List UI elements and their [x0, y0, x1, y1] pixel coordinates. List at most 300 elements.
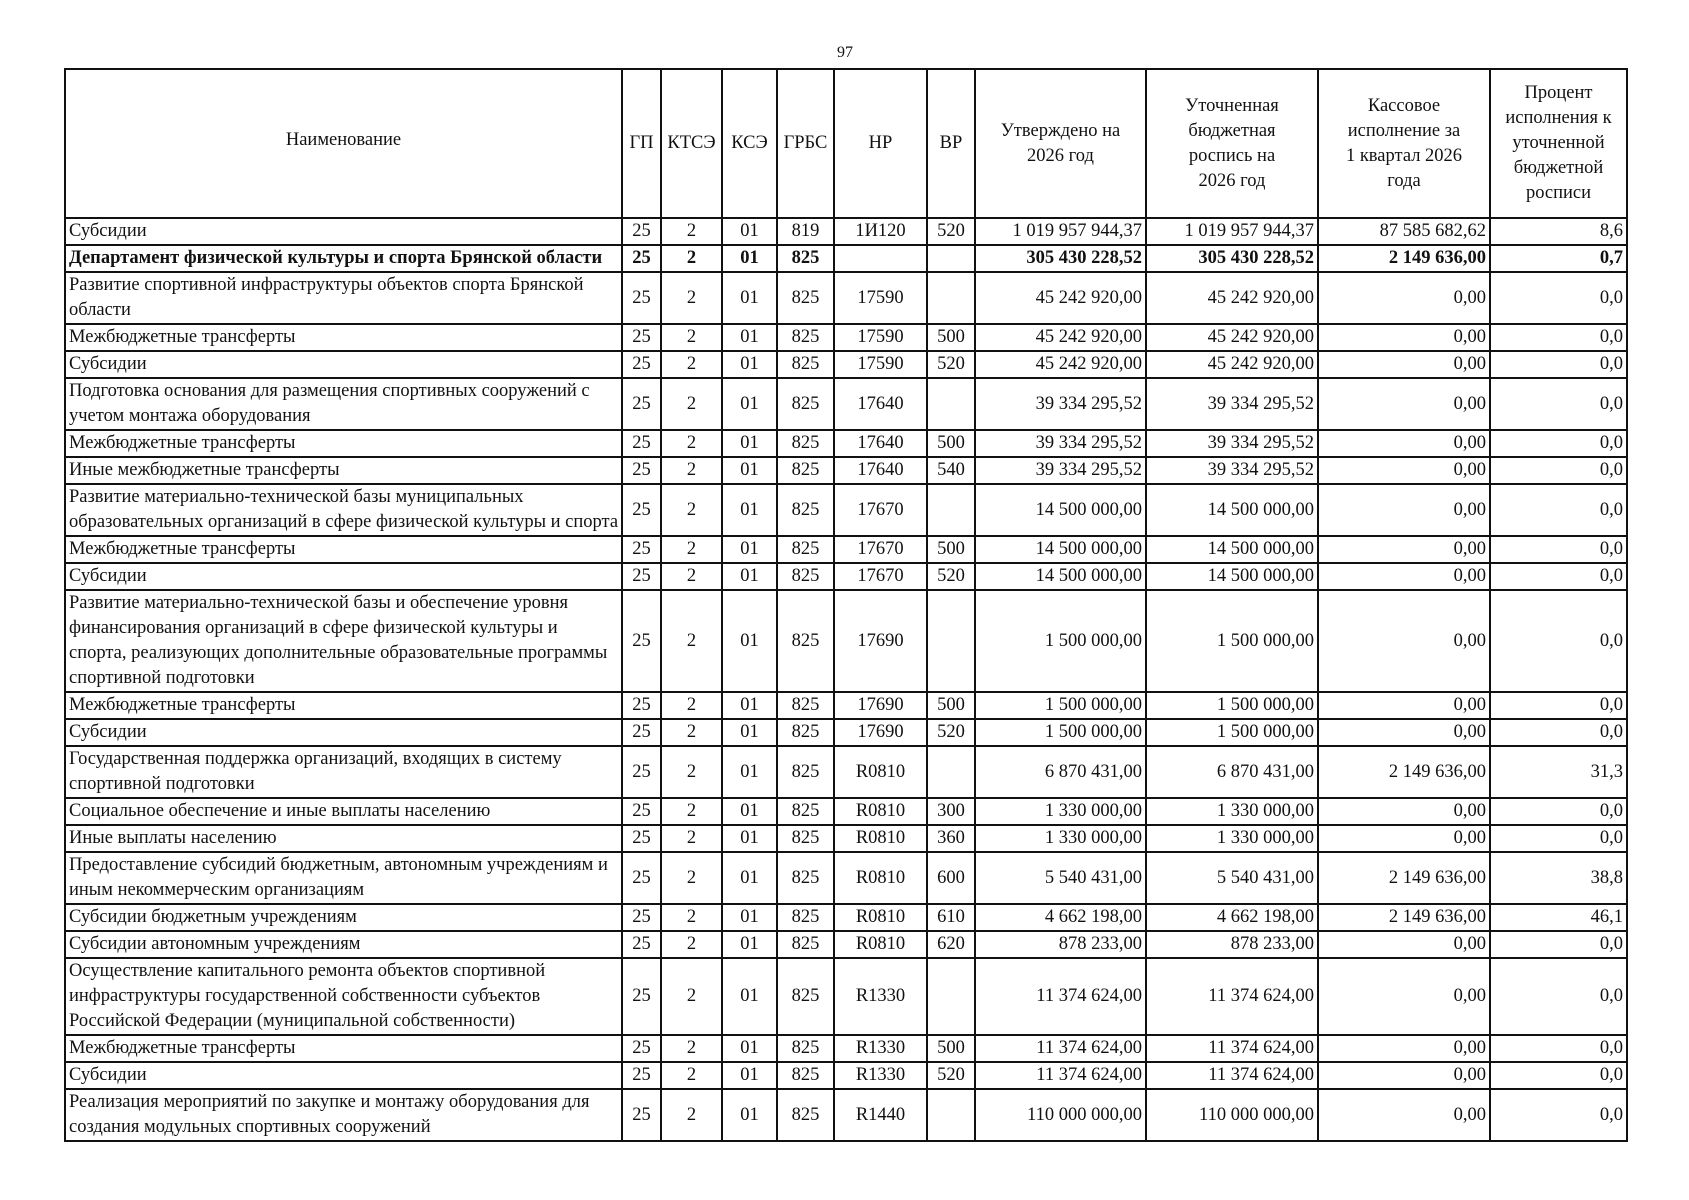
- cell-refined: 1 330 000,00: [1146, 825, 1318, 852]
- header-row: [65, 69, 1627, 218]
- cell-gp: 25: [622, 218, 661, 245]
- cell-refined: 4 662 198,00: [1146, 904, 1318, 931]
- cell-vr: 520: [927, 563, 975, 590]
- cell-percent: 31,3: [1490, 746, 1627, 798]
- cell-grbs: 825: [777, 904, 834, 931]
- cell-cash: 0,00: [1318, 378, 1490, 430]
- cell-name: Иные межбюджетные трансферты: [65, 457, 622, 484]
- cell-kse: 01: [722, 245, 777, 272]
- cell-kse: 01: [722, 324, 777, 351]
- table-row: [65, 746, 1627, 798]
- cell-name: Межбюджетные трансферты: [65, 536, 622, 563]
- cell-vr: 360: [927, 825, 975, 852]
- cell-grbs: 825: [777, 958, 834, 1035]
- col-header-ktse: КТСЭ: [661, 69, 722, 218]
- table-row: [65, 536, 1627, 563]
- cell-kse: 01: [722, 536, 777, 563]
- table-row: [65, 904, 1627, 931]
- cell-kse: 01: [722, 852, 777, 904]
- cell-grbs: 825: [777, 1089, 834, 1141]
- cell-gp: 25: [622, 590, 661, 692]
- cell-vr: 500: [927, 430, 975, 457]
- cell-grbs: 825: [777, 536, 834, 563]
- cell-name: Межбюджетные трансферты: [65, 430, 622, 457]
- table-row: [65, 272, 1627, 324]
- cell-vr: [927, 484, 975, 536]
- cell-approved: 45 242 920,00: [975, 324, 1146, 351]
- cell-gp: 25: [622, 378, 661, 430]
- cell-cash: 0,00: [1318, 351, 1490, 378]
- cell-cash: 0,00: [1318, 1035, 1490, 1062]
- cell-vr: 540: [927, 457, 975, 484]
- cell-nr: R0810: [834, 746, 927, 798]
- cell-ktse: 2: [661, 852, 722, 904]
- cell-ktse: 2: [661, 457, 722, 484]
- col-header-kse: КСЭ: [722, 69, 777, 218]
- cell-kse: 01: [722, 590, 777, 692]
- table-row: [65, 798, 1627, 825]
- cell-refined: 1 330 000,00: [1146, 798, 1318, 825]
- cell-nr: R0810: [834, 798, 927, 825]
- cell-kse: 01: [722, 931, 777, 958]
- cell-grbs: 825: [777, 931, 834, 958]
- cell-nr: 17590: [834, 272, 927, 324]
- cell-grbs: 825: [777, 457, 834, 484]
- cell-refined: 14 500 000,00: [1146, 536, 1318, 563]
- cell-gp: 25: [622, 324, 661, 351]
- cell-refined: 11 374 624,00: [1146, 1035, 1318, 1062]
- cell-cash: 0,00: [1318, 457, 1490, 484]
- cell-name: Реализация мероприятий по закупке и монтажу оборудования для создания модульных спортивных сооружений: [65, 1089, 622, 1141]
- cell-approved: 1 330 000,00: [975, 798, 1146, 825]
- cell-grbs: 825: [777, 798, 834, 825]
- cell-name: Межбюджетные трансферты: [65, 692, 622, 719]
- cell-gp: 25: [622, 746, 661, 798]
- cell-percent: 8,6: [1490, 218, 1627, 245]
- cell-percent: 46,1: [1490, 904, 1627, 931]
- cell-percent: 0,0: [1490, 958, 1627, 1035]
- cell-cash: 2 149 636,00: [1318, 245, 1490, 272]
- table-row: [65, 378, 1627, 430]
- cell-percent: 0,0: [1490, 536, 1627, 563]
- cell-approved: 878 233,00: [975, 931, 1146, 958]
- cell-vr: 500: [927, 536, 975, 563]
- cell-ktse: 2: [661, 746, 722, 798]
- cell-nr: R0810: [834, 825, 927, 852]
- table-row: [65, 692, 1627, 719]
- cell-percent: 0,0: [1490, 1062, 1627, 1089]
- table-row: [65, 430, 1627, 457]
- cell-gp: 25: [622, 272, 661, 324]
- cell-refined: 45 242 920,00: [1146, 272, 1318, 324]
- cell-cash: 2 149 636,00: [1318, 746, 1490, 798]
- cell-grbs: 825: [777, 825, 834, 852]
- cell-nr: 17670: [834, 536, 927, 563]
- cell-name: Развитие материально-технической базы муниципальных образовательных организаций в сфере физической культуры и спорта: [65, 484, 622, 536]
- cell-gp: 25: [622, 692, 661, 719]
- cell-vr: 520: [927, 1062, 975, 1089]
- cell-name: Развитие материально-технической базы и обеспечение уровня финансирования организаций в сфере физической культуры и спорта, реализующих дополнительные образовательные программы спортивной подготовки: [65, 590, 622, 692]
- cell-refined: 39 334 295,52: [1146, 430, 1318, 457]
- cell-vr: 620: [927, 931, 975, 958]
- cell-vr: 600: [927, 852, 975, 904]
- table-row: [65, 218, 1627, 245]
- cell-nr: 17670: [834, 484, 927, 536]
- cell-approved: 11 374 624,00: [975, 1062, 1146, 1089]
- cell-refined: 14 500 000,00: [1146, 563, 1318, 590]
- cell-name: Государственная поддержка организаций, входящих в систему спортивной подготовки: [65, 746, 622, 798]
- cell-gp: 25: [622, 931, 661, 958]
- cell-vr: [927, 746, 975, 798]
- cell-vr: [927, 1089, 975, 1141]
- cell-ktse: 2: [661, 798, 722, 825]
- cell-nr: 17690: [834, 590, 927, 692]
- cell-refined: 39 334 295,52: [1146, 378, 1318, 430]
- cell-grbs: 819: [777, 218, 834, 245]
- cell-grbs: 825: [777, 272, 834, 324]
- cell-approved: 5 540 431,00: [975, 852, 1146, 904]
- cell-grbs: 825: [777, 1062, 834, 1089]
- cell-percent: 0,0: [1490, 825, 1627, 852]
- cell-refined: 11 374 624,00: [1146, 1062, 1318, 1089]
- cell-percent: 0,7: [1490, 245, 1627, 272]
- cell-ktse: 2: [661, 324, 722, 351]
- cell-gp: 25: [622, 825, 661, 852]
- cell-gp: 25: [622, 904, 661, 931]
- table-row: [65, 1062, 1627, 1089]
- cell-kse: 01: [722, 719, 777, 746]
- cell-kse: 01: [722, 378, 777, 430]
- cell-grbs: 825: [777, 692, 834, 719]
- cell-vr: 300: [927, 798, 975, 825]
- cell-percent: 0,0: [1490, 378, 1627, 430]
- cell-refined: 39 334 295,52: [1146, 457, 1318, 484]
- table-header: [65, 69, 1627, 218]
- cell-ktse: 2: [661, 484, 722, 536]
- cell-ktse: 2: [661, 272, 722, 324]
- col-header-percent: Процент исполнения к уточненной бюджетной росписи: [1490, 69, 1627, 218]
- table-row: [65, 931, 1627, 958]
- cell-kse: 01: [722, 1062, 777, 1089]
- table-body: [65, 218, 1627, 1141]
- cell-ktse: 2: [661, 958, 722, 1035]
- cell-vr: 500: [927, 1035, 975, 1062]
- cell-percent: 0,0: [1490, 324, 1627, 351]
- cell-cash: 0,00: [1318, 484, 1490, 536]
- cell-nr: R0810: [834, 904, 927, 931]
- cell-ktse: 2: [661, 1089, 722, 1141]
- table-row: [65, 1089, 1627, 1141]
- cell-gp: 25: [622, 536, 661, 563]
- cell-kse: 01: [722, 746, 777, 798]
- cell-name: Межбюджетные трансферты: [65, 324, 622, 351]
- cell-kse: 01: [722, 825, 777, 852]
- cell-cash: 0,00: [1318, 1062, 1490, 1089]
- cell-grbs: 825: [777, 351, 834, 378]
- cell-ktse: 2: [661, 1035, 722, 1062]
- cell-nr: 17590: [834, 351, 927, 378]
- cell-ktse: 2: [661, 218, 722, 245]
- cell-cash: 2 149 636,00: [1318, 852, 1490, 904]
- col-header-gp: ГП: [622, 69, 661, 218]
- cell-cash: 87 585 682,62: [1318, 218, 1490, 245]
- col-header-cash: Кассовое исполнение за 1 квартал 2026 года: [1318, 69, 1490, 218]
- cell-nr: R1330: [834, 1062, 927, 1089]
- table-row: [65, 852, 1627, 904]
- cell-approved: 1 500 000,00: [975, 590, 1146, 692]
- cell-percent: 0,0: [1490, 798, 1627, 825]
- cell-ktse: 2: [661, 692, 722, 719]
- cell-name: Субсидии: [65, 218, 622, 245]
- cell-cash: 0,00: [1318, 324, 1490, 351]
- cell-vr: [927, 958, 975, 1035]
- cell-nr: R0810: [834, 852, 927, 904]
- cell-refined: 110 000 000,00: [1146, 1089, 1318, 1141]
- col-header-approved: Утверждено на 2026 год: [975, 69, 1146, 218]
- cell-cash: 0,00: [1318, 798, 1490, 825]
- cell-grbs: 825: [777, 746, 834, 798]
- cell-ktse: 2: [661, 351, 722, 378]
- cell-kse: 01: [722, 272, 777, 324]
- cell-ktse: 2: [661, 825, 722, 852]
- cell-approved: 1 500 000,00: [975, 719, 1146, 746]
- cell-approved: 1 500 000,00: [975, 692, 1146, 719]
- cell-percent: 0,0: [1490, 590, 1627, 692]
- cell-ktse: 2: [661, 430, 722, 457]
- cell-vr: 520: [927, 719, 975, 746]
- cell-nr: 17670: [834, 563, 927, 590]
- cell-cash: 2 149 636,00: [1318, 904, 1490, 931]
- cell-nr: 1И120: [834, 218, 927, 245]
- cell-refined: 305 430 228,52: [1146, 245, 1318, 272]
- cell-grbs: 825: [777, 852, 834, 904]
- cell-name: Развитие спортивной инфраструктуры объектов спорта Брянской области: [65, 272, 622, 324]
- cell-approved: 11 374 624,00: [975, 958, 1146, 1035]
- cell-grbs: 825: [777, 563, 834, 590]
- cell-gp: 25: [622, 852, 661, 904]
- cell-refined: 11 374 624,00: [1146, 958, 1318, 1035]
- cell-approved: 11 374 624,00: [975, 1035, 1146, 1062]
- cell-percent: 0,0: [1490, 272, 1627, 324]
- col-header-grbs: ГРБС: [777, 69, 834, 218]
- cell-cash: 0,00: [1318, 1089, 1490, 1141]
- cell-vr: [927, 272, 975, 324]
- cell-nr: 17590: [834, 324, 927, 351]
- cell-percent: 0,0: [1490, 430, 1627, 457]
- cell-cash: 0,00: [1318, 272, 1490, 324]
- cell-approved: 110 000 000,00: [975, 1089, 1146, 1141]
- cell-nr: 17640: [834, 457, 927, 484]
- cell-approved: 14 500 000,00: [975, 536, 1146, 563]
- cell-gp: 25: [622, 1089, 661, 1141]
- cell-vr: 500: [927, 324, 975, 351]
- cell-name: Субсидии автономным учреждениям: [65, 931, 622, 958]
- cell-ktse: 2: [661, 563, 722, 590]
- table-row: [65, 1035, 1627, 1062]
- table-row: [65, 719, 1627, 746]
- cell-name: Субсидии: [65, 563, 622, 590]
- cell-approved: 6 870 431,00: [975, 746, 1146, 798]
- cell-vr: 520: [927, 351, 975, 378]
- cell-name: Субсидии: [65, 719, 622, 746]
- cell-percent: 0,0: [1490, 484, 1627, 536]
- cell-gp: 25: [622, 798, 661, 825]
- cell-grbs: 825: [777, 1035, 834, 1062]
- cell-nr: [834, 245, 927, 272]
- cell-cash: 0,00: [1318, 719, 1490, 746]
- cell-gp: 25: [622, 958, 661, 1035]
- cell-kse: 01: [722, 692, 777, 719]
- cell-name: Субсидии бюджетным учреждениям: [65, 904, 622, 931]
- cell-vr: 610: [927, 904, 975, 931]
- cell-cash: 0,00: [1318, 931, 1490, 958]
- table-row: [65, 590, 1627, 692]
- cell-vr: 520: [927, 218, 975, 245]
- table-row: [65, 958, 1627, 1035]
- cell-nr: R1440: [834, 1089, 927, 1141]
- cell-percent: 0,0: [1490, 1035, 1627, 1062]
- cell-kse: 01: [722, 904, 777, 931]
- cell-cash: 0,00: [1318, 590, 1490, 692]
- cell-refined: 878 233,00: [1146, 931, 1318, 958]
- cell-cash: 0,00: [1318, 958, 1490, 1035]
- cell-name: Субсидии: [65, 351, 622, 378]
- cell-kse: 01: [722, 563, 777, 590]
- cell-approved: 14 500 000,00: [975, 484, 1146, 536]
- cell-ktse: 2: [661, 590, 722, 692]
- cell-name: Подготовка основания для размещения спортивных сооружений с учетом монтажа оборудования: [65, 378, 622, 430]
- cell-cash: 0,00: [1318, 536, 1490, 563]
- col-header-name: Наименование: [65, 69, 622, 218]
- cell-nr: R1330: [834, 1035, 927, 1062]
- cell-grbs: 825: [777, 378, 834, 430]
- col-header-nr: НР: [834, 69, 927, 218]
- cell-name: Предоставление субсидий бюджетным, автономным учреждениям и иным некоммерческим организациям: [65, 852, 622, 904]
- cell-kse: 01: [722, 958, 777, 1035]
- cell-ktse: 2: [661, 904, 722, 931]
- cell-grbs: 825: [777, 430, 834, 457]
- cell-gp: 25: [622, 430, 661, 457]
- cell-percent: 0,0: [1490, 457, 1627, 484]
- cell-kse: 01: [722, 484, 777, 536]
- cell-refined: 1 500 000,00: [1146, 719, 1318, 746]
- cell-gp: 25: [622, 719, 661, 746]
- cell-vr: [927, 245, 975, 272]
- cell-ktse: 2: [661, 245, 722, 272]
- cell-ktse: 2: [661, 931, 722, 958]
- cell-nr: 17640: [834, 378, 927, 430]
- cell-nr: 17690: [834, 692, 927, 719]
- cell-name: Департамент физической культуры и спорта Брянской области: [65, 245, 622, 272]
- table-row: [65, 825, 1627, 852]
- table-row: [65, 245, 1627, 272]
- cell-vr: 500: [927, 692, 975, 719]
- cell-grbs: 825: [777, 324, 834, 351]
- cell-name: Социальное обеспечение и иные выплаты населению: [65, 798, 622, 825]
- cell-ktse: 2: [661, 536, 722, 563]
- cell-refined: 45 242 920,00: [1146, 324, 1318, 351]
- cell-kse: 01: [722, 798, 777, 825]
- cell-nr: R1330: [834, 958, 927, 1035]
- cell-refined: 1 019 957 944,37: [1146, 218, 1318, 245]
- cell-kse: 01: [722, 1089, 777, 1141]
- cell-ktse: 2: [661, 1062, 722, 1089]
- cell-percent: 0,0: [1490, 563, 1627, 590]
- cell-gp: 25: [622, 351, 661, 378]
- cell-name: Иные выплаты населению: [65, 825, 622, 852]
- cell-ktse: 2: [661, 378, 722, 430]
- table-row: [65, 484, 1627, 536]
- cell-grbs: 825: [777, 719, 834, 746]
- cell-gp: 25: [622, 1062, 661, 1089]
- cell-nr: R0810: [834, 931, 927, 958]
- cell-gp: 25: [622, 245, 661, 272]
- cell-vr: [927, 378, 975, 430]
- cell-gp: 25: [622, 484, 661, 536]
- cell-approved: 45 242 920,00: [975, 351, 1146, 378]
- cell-nr: 17690: [834, 719, 927, 746]
- cell-refined: 45 242 920,00: [1146, 351, 1318, 378]
- cell-kse: 01: [722, 351, 777, 378]
- page-number: 97: [837, 44, 853, 61]
- table-row: [65, 324, 1627, 351]
- cell-cash: 0,00: [1318, 563, 1490, 590]
- cell-refined: 1 500 000,00: [1146, 692, 1318, 719]
- cell-approved: 1 019 957 944,37: [975, 218, 1146, 245]
- budget-table: [64, 68, 1628, 1142]
- cell-approved: 4 662 198,00: [975, 904, 1146, 931]
- cell-nr: 17640: [834, 430, 927, 457]
- cell-percent: 38,8: [1490, 852, 1627, 904]
- cell-approved: 39 334 295,52: [975, 430, 1146, 457]
- cell-cash: 0,00: [1318, 430, 1490, 457]
- cell-approved: 305 430 228,52: [975, 245, 1146, 272]
- cell-percent: 0,0: [1490, 351, 1627, 378]
- cell-name: Субсидии: [65, 1062, 622, 1089]
- cell-name: Межбюджетные трансферты: [65, 1035, 622, 1062]
- cell-kse: 01: [722, 218, 777, 245]
- cell-refined: 1 500 000,00: [1146, 590, 1318, 692]
- cell-approved: 39 334 295,52: [975, 457, 1146, 484]
- cell-grbs: 825: [777, 484, 834, 536]
- cell-percent: 0,0: [1490, 931, 1627, 958]
- cell-cash: 0,00: [1318, 692, 1490, 719]
- cell-name: Осуществление капитального ремонта объектов спортивной инфраструктуры государственной собственности субъектов Российской Федерации (муниципальной собственности): [65, 958, 622, 1035]
- cell-kse: 01: [722, 1035, 777, 1062]
- cell-refined: 5 540 431,00: [1146, 852, 1318, 904]
- cell-approved: 39 334 295,52: [975, 378, 1146, 430]
- cell-percent: 0,0: [1490, 1089, 1627, 1141]
- table-row: [65, 457, 1627, 484]
- cell-percent: 0,0: [1490, 719, 1627, 746]
- cell-approved: 45 242 920,00: [975, 272, 1146, 324]
- col-header-refined: Уточненная бюджетная роспись на 2026 год: [1146, 69, 1318, 218]
- cell-refined: 14 500 000,00: [1146, 484, 1318, 536]
- cell-grbs: 825: [777, 245, 834, 272]
- cell-refined: 6 870 431,00: [1146, 746, 1318, 798]
- cell-vr: [927, 590, 975, 692]
- cell-grbs: 825: [777, 590, 834, 692]
- cell-gp: 25: [622, 457, 661, 484]
- cell-gp: 25: [622, 563, 661, 590]
- cell-approved: 1 330 000,00: [975, 825, 1146, 852]
- cell-cash: 0,00: [1318, 825, 1490, 852]
- table-row: [65, 563, 1627, 590]
- cell-kse: 01: [722, 430, 777, 457]
- col-header-vr: ВР: [927, 69, 975, 218]
- table-row: [65, 351, 1627, 378]
- cell-percent: 0,0: [1490, 692, 1627, 719]
